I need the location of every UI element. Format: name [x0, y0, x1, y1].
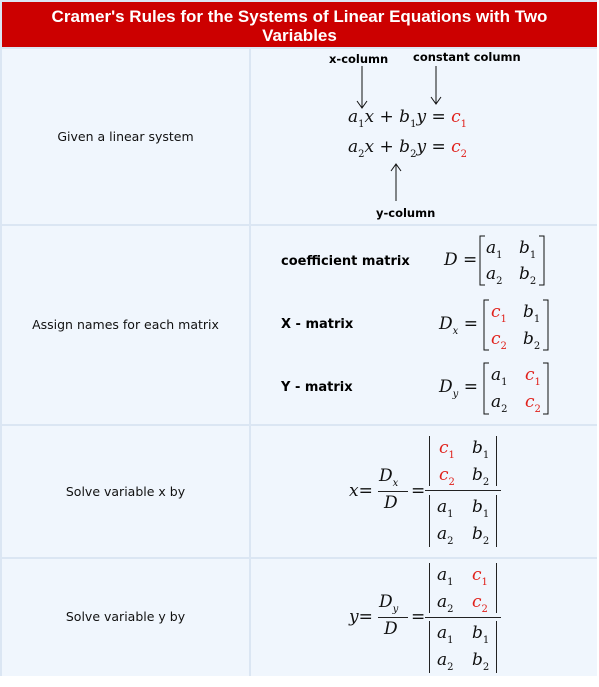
x-den-b1: $b_1$ [472, 497, 490, 521]
D-a1: $a_1$ [486, 238, 503, 262]
y-den-b1: $b_1$ [472, 623, 490, 647]
Dx-b2: $b_2$ [523, 329, 541, 353]
coefficient-brackets [251, 226, 597, 424]
y-den-a1: $a_1$ [437, 623, 454, 647]
Dx-c2: $c_2$ [491, 329, 507, 353]
x-den-bar-right [496, 495, 497, 547]
D-denominator: D [384, 493, 398, 513]
y-den-bar-right [496, 621, 497, 673]
row4-content-cell [251, 559, 597, 676]
Dy-a1: $a_1$ [491, 365, 508, 389]
D-symbol: D = [444, 250, 478, 270]
y-num-a2: $a_2$ [437, 592, 454, 616]
row1-label: Given a linear system [57, 129, 194, 144]
x-num-c2: $c_2$ [439, 465, 455, 489]
Dx-b1: $b_1$ [523, 302, 541, 326]
x-den-bar-left [429, 495, 430, 547]
y-den-b2: $b_2$ [472, 650, 490, 674]
y-num-c2: $c_2$ [472, 592, 488, 616]
y-den-a2: $a_2$ [437, 650, 454, 674]
y-big-fraction-line [425, 617, 501, 618]
row2-content-cell [251, 226, 597, 424]
x-column-label: x-column [329, 52, 389, 66]
row2-label-cell [2, 226, 249, 424]
Dy-a2: $a_2$ [491, 392, 508, 416]
y-column-label: y-column [376, 206, 436, 220]
Dy-c2: $c_2$ [525, 392, 541, 416]
x-big-fraction-line [425, 490, 501, 491]
x-matrix-label: X - matrix [281, 317, 354, 332]
x-equals: x= [349, 481, 373, 501]
Dx-c1: $c_1$ [491, 302, 507, 326]
x-num-bar-right [496, 436, 497, 486]
y-second-equals: = [411, 607, 426, 627]
Dy-numerator: $D_y$ [379, 592, 399, 616]
D-b2: $b_2$ [519, 264, 537, 288]
D-a2: $a_2$ [486, 264, 503, 288]
Dy-c1: $c_1$ [525, 365, 541, 389]
x-den-b2: $b_2$ [472, 524, 490, 548]
Dx-numerator: $D_x$ [379, 466, 399, 490]
y-num-a1: $a_1$ [437, 565, 454, 589]
D-b1: $b_1$ [519, 238, 537, 262]
coefficient-matrix-label: coefficient matrix [281, 254, 410, 269]
constant-column-label: constant column [413, 50, 521, 64]
row4-label: Solve variable y by [65, 609, 186, 624]
D-denominator-y: D [384, 619, 398, 639]
y-equals: y= [349, 607, 373, 627]
y-matrix-label: Y - matrix [281, 380, 353, 395]
x-num-b2: $b_2$ [472, 465, 490, 489]
row3-content-cell [251, 426, 597, 557]
table-title: Cramer's Rules for the Systems of Linear Equations with Two Variables [2, 2, 597, 47]
x-fraction-line [378, 491, 408, 492]
x-num-b1: $b_1$ [472, 438, 490, 462]
row4-label-cell [2, 559, 249, 676]
equation-2: $a_2x + b_2y = c_2$ [348, 137, 468, 161]
x-num-bar-left [429, 436, 430, 486]
equation-1: $a_1x + b_1y = c_1$ [348, 107, 468, 131]
row3-label: Solve variable x by [65, 484, 186, 499]
row1-label-cell [2, 49, 249, 224]
row2-label: Assign names for each matrix [32, 317, 219, 332]
x-den-a1: $a_1$ [437, 497, 454, 521]
Dx-symbol: $D_x$ = [439, 314, 478, 338]
Dy-symbol: $D_y$ = [439, 377, 478, 401]
row3-label-cell [2, 426, 249, 557]
x-den-a2: $a_2$ [437, 524, 454, 548]
y-num-bar-right [496, 563, 497, 613]
row1-content-cell [251, 49, 597, 224]
x-num-c1: $c_1$ [439, 438, 455, 462]
x-second-equals: = [411, 481, 426, 501]
y-den-bar-left [429, 621, 430, 673]
y-num-c1: $c_1$ [472, 565, 488, 589]
y-num-bar-left [429, 563, 430, 613]
y-fraction-line [378, 617, 408, 618]
